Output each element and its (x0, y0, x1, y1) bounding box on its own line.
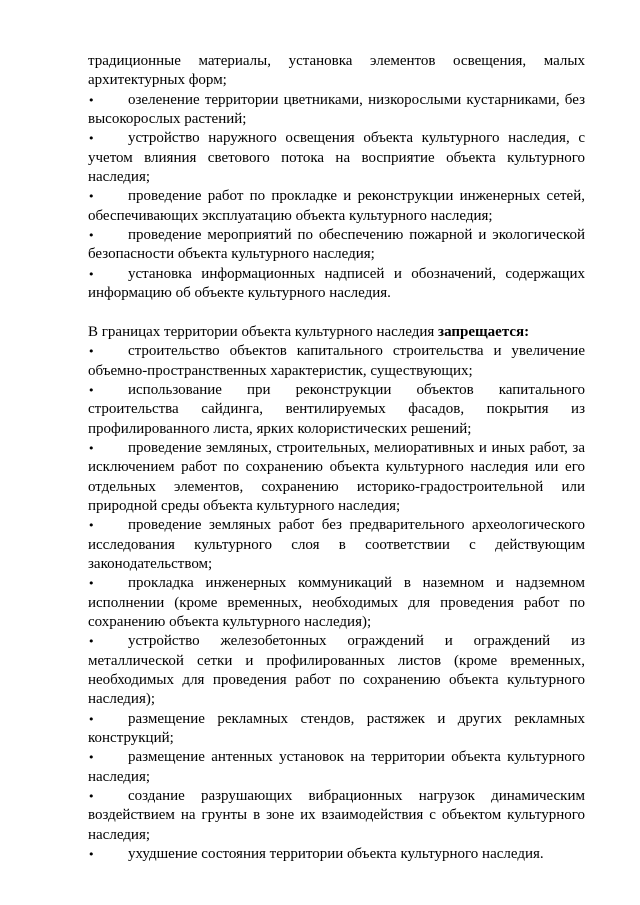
prohibited-intro-emphasis: запрещается: (438, 323, 530, 340)
bullet-icon: • (88, 383, 95, 397)
bullet-icon: • (88, 267, 95, 281)
bullet-icon: • (88, 712, 95, 726)
prohibited-list-item (88, 381, 585, 439)
bullet-icon: • (88, 190, 95, 204)
prohibited-list-item (88, 710, 585, 749)
bullet-icon: • (88, 229, 95, 243)
bullet-icon: • (88, 132, 95, 146)
allowed-list-item (88, 91, 585, 130)
prohibited-item-text: прокладка инженерных коммуникаций в наземном и надземном исполнении (кроме временных, необходимых для проведения работ по сохранению объекта культурного наследия); (88, 575, 585, 630)
allowed-list (88, 91, 585, 304)
allowed-item-text: установка информационных надписей и обозначений, содержащих информацию об объекте культурного наследия. (88, 265, 585, 302)
paragraph-gap (88, 303, 585, 322)
document-page (88, 52, 585, 864)
allowed-list-item (88, 129, 585, 187)
allowed-item-text: устройство наружного освещения объекта культурного наследия, с учетом влияния светового потока на восприятие объекта культурного наследия; (88, 130, 585, 186)
allowed-continuation-text: традиционные материалы, установка элементов освещения, малых архитектурных форм; (88, 53, 585, 89)
allowed-list-item (88, 187, 585, 226)
bullet-icon: • (88, 790, 95, 804)
prohibited-list-item (88, 439, 585, 516)
prohibited-item-text: проведение земляных, строительных, мелиоративных и иных работ, за исключением работ по сохранению объекта культурного наследия или его отдельных элементов, сохранению историко-градостроительной или природной среды объекта культурного наследия; (88, 439, 585, 514)
bullet-icon: • (88, 577, 95, 591)
prohibited-intro (88, 323, 585, 342)
bullet-icon: • (88, 93, 95, 107)
allowed-list-item (88, 265, 585, 304)
prohibited-item-text: использование при реконструкции объектов капитального строительства сайдинга, вентилируемых фасадов, покрытия из профилированного листа, ярких колористических решений; (88, 381, 585, 437)
allowed-item-text: проведение мероприятий по обеспечению пожарной и экологической безопасности объекта культурного наследия; (88, 227, 585, 263)
prohibited-list-item (88, 342, 585, 381)
prohibited-list-item (88, 787, 585, 845)
prohibited-item-text: создание разрушающих вибрационных нагрузок динамическим воздействием на грунты в зоне их взаимодействия с объектом культурного наследия; (88, 788, 585, 843)
prohibited-list-item (88, 632, 585, 709)
bullet-icon: • (88, 441, 95, 455)
prohibited-list-item (88, 748, 585, 787)
prohibited-item-text: проведение земляных работ без предварительного археологического исследования культурного слоя в соответствии с действующим законодательством; (88, 517, 585, 572)
prohibited-intro-text: В границах территории объекта культурного наследия (88, 323, 439, 340)
prohibited-item-text: размещение антенных установок на территории объекта культурного наследия; (88, 749, 585, 785)
prohibited-item-text: строительство объектов капитального строительства и увеличение объемно-пространственных характеристик, существующих; (88, 343, 585, 379)
prohibited-list-item (88, 845, 585, 864)
bullet-icon: • (88, 519, 95, 533)
prohibited-item-text: устройство железобетонных ограждений и ограждений из металлической сетки и профилированных листов (кроме временных, необходимых для проведения работ по сохранению объекта культурного наследия); (88, 633, 585, 708)
bullet-icon: • (88, 848, 95, 862)
allowed-item-text: озеленение территории цветниками, низкорослыми кустарниками, без высокорослых растений; (88, 91, 585, 128)
allowed-item-text: проведение работ по прокладке и реконструкции инженерных сетей, обеспечивающих эксплуатацию объекта культурного наследия; (88, 188, 585, 224)
prohibited-list-item (88, 516, 585, 574)
bullet-icon: • (88, 345, 95, 359)
prohibited-list (88, 342, 585, 864)
prohibited-item-text: размещение рекламных стендов, растяжек и других рекламных конструкций; (88, 710, 585, 747)
prohibited-item-text: ухудшение состояния территории объекта культурного наследия. (128, 846, 544, 863)
prohibited-list-item (88, 574, 585, 632)
allowed-list-item (88, 226, 585, 265)
bullet-icon: • (88, 635, 95, 649)
bullet-icon: • (88, 751, 95, 765)
